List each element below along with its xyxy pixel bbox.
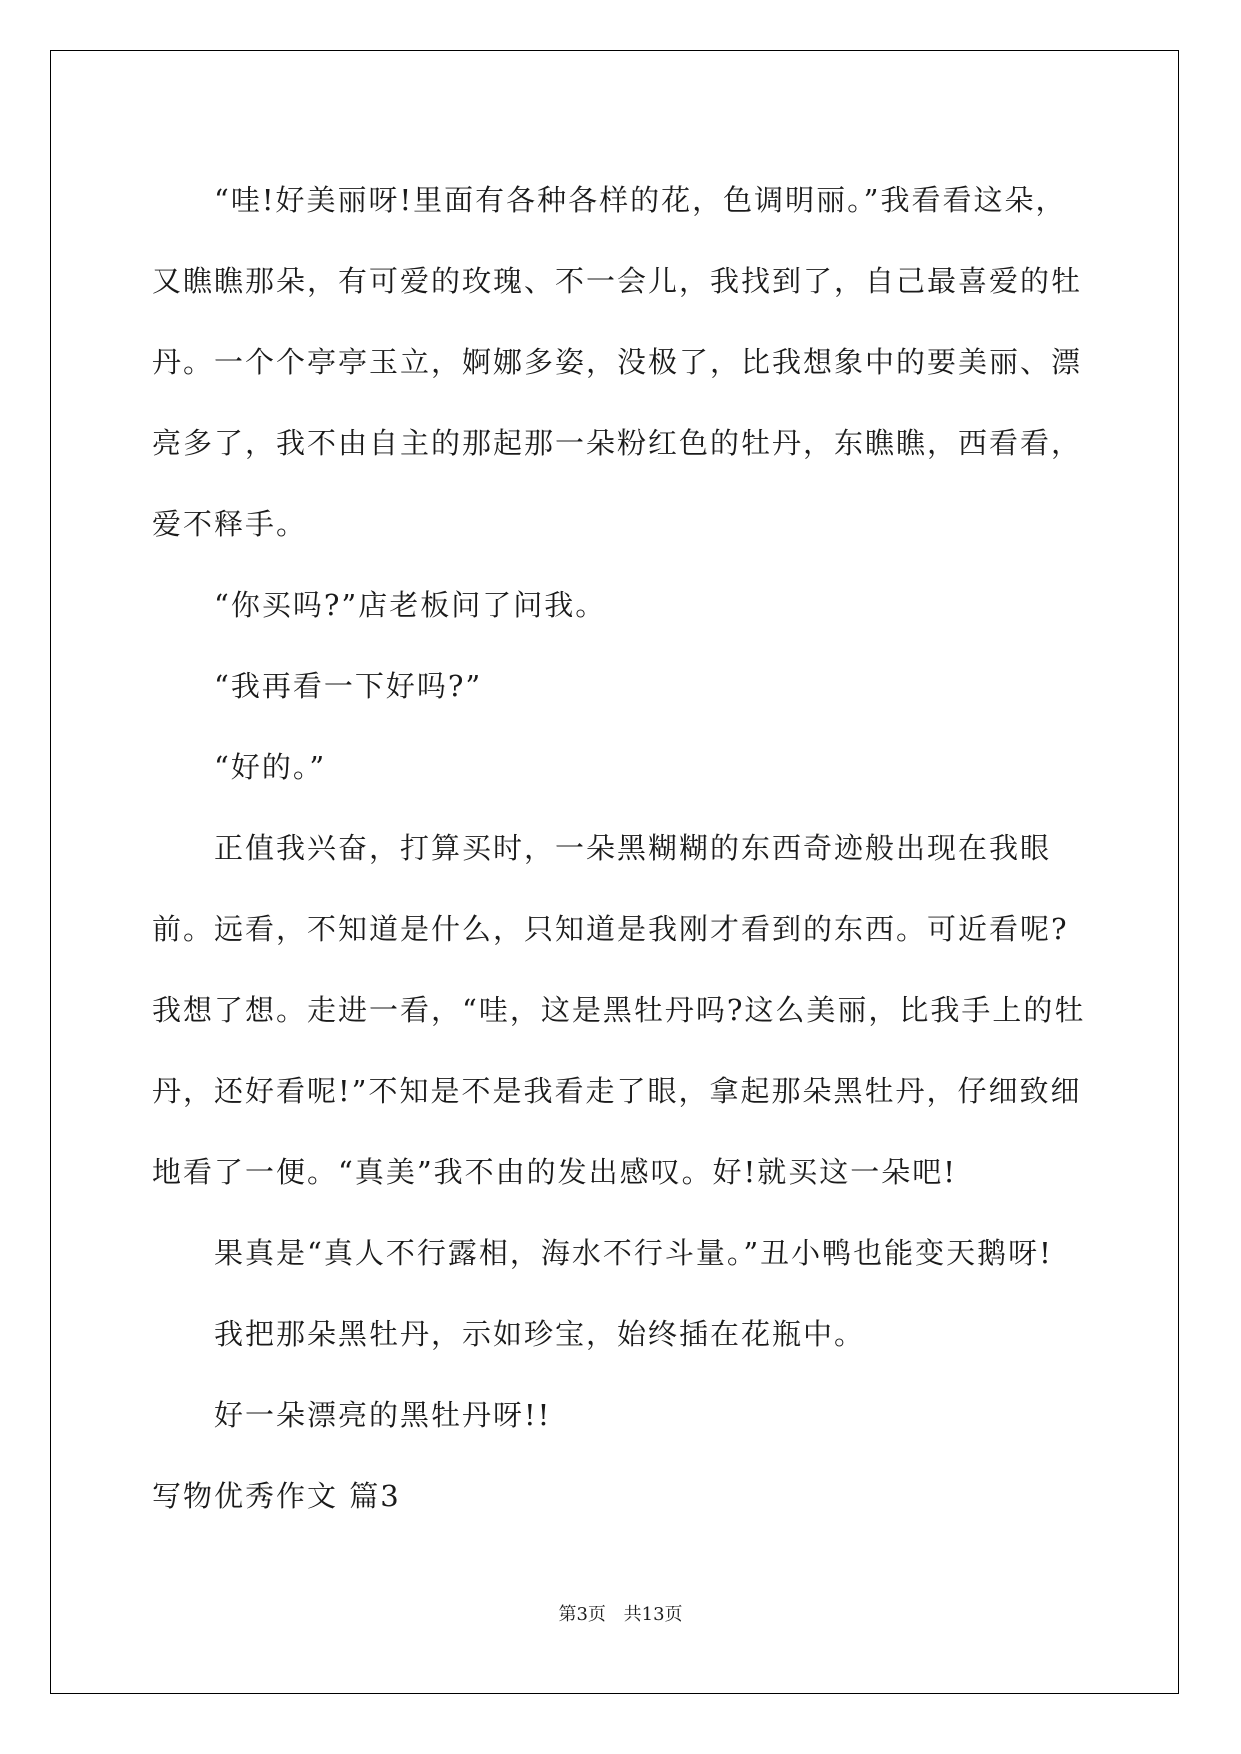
section-heading: 写物优秀作文 篇3 [152,1479,401,1513]
paragraph: “我再看一下好吗?” [214,669,483,703]
page-footer [0,1600,1241,1626]
paragraph: “哇!好美丽呀!里面有各种各样的花，色调明丽。”我看看这朵，又瞧瞧那朵，有可爱的玫瑰、不一会儿，我找到了，自己最喜爱的牡丹。一个个亭亭玉立，婀娜多姿，没极了，比我想象中的要美丽、漂亮多了，我不由自主的那起那一朵粉红色的牡丹，东瞧瞧，西看看，爱不释手。 [152,183,1083,541]
page-total: 共13页 [623,1604,683,1625]
paragraph: 我把那朵黑牡丹，示如珍宝，始终插在花瓶中。 [214,1317,866,1351]
paragraph: “你买吗?”店老板问了问我。 [214,588,607,622]
page-current: 第3页 [558,1604,606,1625]
document-body [152,160,1092,1537]
paragraph: “好的。” [214,750,327,784]
paragraph: 正值我兴奋，打算买时，一朵黑糊糊的东西奇迹般出现在我眼前。远看，不知道是什么，只知道是我刚才看到的东西。可近看呢?我想了想。走进一看，“哇，这是黑牡丹吗?这么美丽，比我手上的牡丹，还好看呢!”不知是不是我看走了眼，拿起那朵黑牡丹，仔细致细地看了一便。“真美”我不由的发出感叹。好!就买这一朵吧! [152,831,1086,1189]
paragraph: 好一朵漂亮的黑牡丹呀!! [214,1398,552,1432]
paragraph: 果真是“真人不行露相，海水不行斗量。”丑小鸭也能变天鹅呀! [214,1236,1053,1270]
